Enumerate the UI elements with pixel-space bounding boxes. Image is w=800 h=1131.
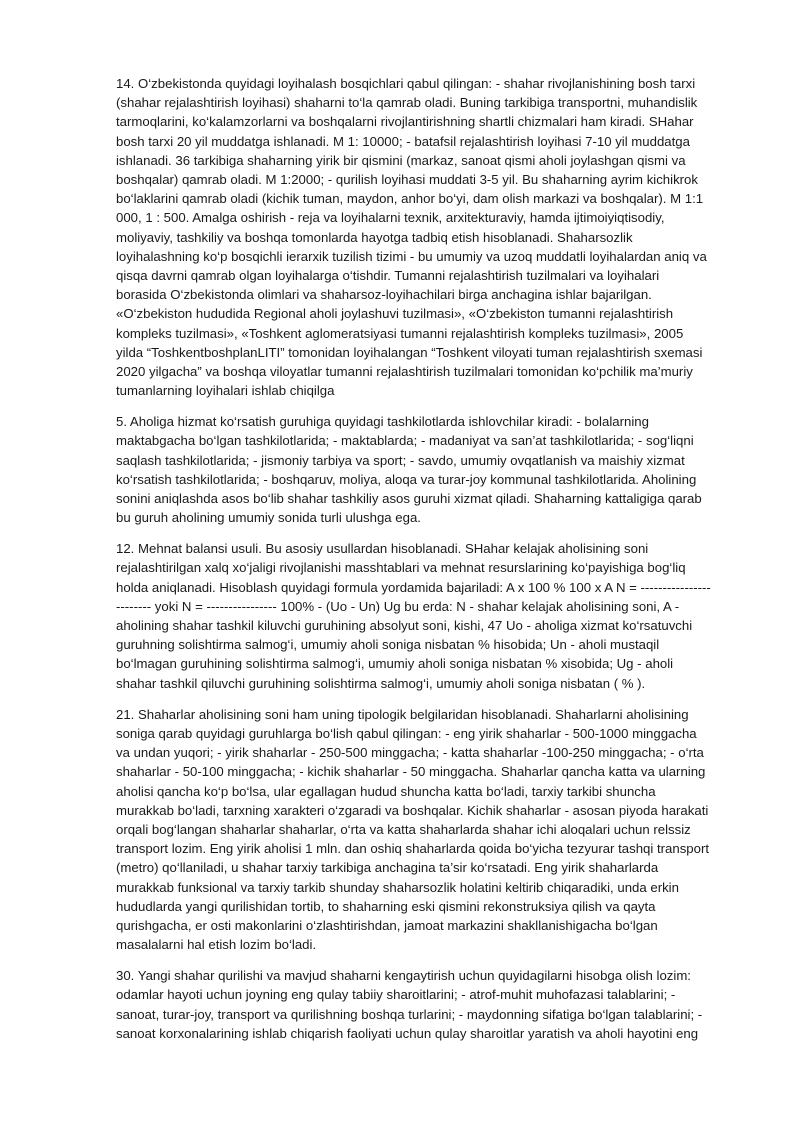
- document-page: [116, 74, 712, 1055]
- paragraph-city-population: 21. Shaharlar aholisining soni ham uning tipologik belgilaridan hisoblanadi. Shaharlarni aholisining soniga qarab quyidagi guruhlarga bo‘lish qabul qilingan: - eng yirik shaharlar - 500-1000 minggacha va undan yuqori; - yirik shaharlar - 250-500 minggacha; - katta shaharlar -100-250 minggacha; - o‘rta shaharlar - 50-100 minggacha; - kichik shaharlar - 50 minggacha. Shaharlar qancha katta va ularning aholisi qancha ko‘p bo‘lsa, ular egallagan hudud shuncha katta bo‘ladi, tarxiy tarkibi shuncha murakkab bo‘ladi, tarxning xarakteri o‘zgaradi va boshqalar. Kichik shaharlar - asosan piyoda harakati orqali bog‘langan shaharlar shaharlar, o‘rta va katta shaharlarda shahar ichi aloqalari uchun relssiz transport lozim. Eng yirik aholisi 1 mln. dan oshiq shaharlarda qoida bo‘yicha tezyurar tashqi transport (metro) qo‘llaniladi, u shahar tarxiy tarkibiga anchagina ta’sir ko‘rsatadi. Eng yirik shaharlarda murakkab funksional va tarxiy tarkib shunday shaharsozlik holatini keltirib chiqaradiki, unda erkin hududlarda yangi qurilishidan tortib, to shaharning eski qismini rekonstruksiya qilish va qayta qurishgacha, er osti makonlarini o‘zlashtirishdan, jamoat markazini shakllanishigacha bo‘lgan masalalarni hal etish lozim bo‘ladi.: [116, 706, 710, 953]
- paragraph-design-stages: 14. O‘zbekistonda quyidagi loyihalash bosqichlari qabul qilingan: - shahar rivojlanishining bosh tarxi (shahar rejalashtirish loyihasi) shaharni to‘la qamrab oladi. Buning tarkibiga transportni, muhandislik tarmoqlarini, ko‘kalamzorlarni va boshqalarni rivojlantirishning shartli chizmalari ham kiradi. SHahar bosh tarxi 20 yil muddatga ishlanadi. M 1: 10000; - batafsil rejalashtirish loyihasi 7-10 yil muddatga ishlanadi. 36 tarkibiga shaharning yirik bir qismini (markaz, sanoat qismi aholi joylashgan qismi va boshqalar) qamrab oladi. M 1:2000; - qurilish loyihasi muddati 3-5 yil. Bu shaharning ayrim kichikrok bo‘laklarini qamrab oladi (kichik tuman, maydon, anhor bo‘yi, dam olish markazi va boshqalar). M 1:1 000, 1 : 500. Amalga oshirish - reja va loyihalarni texnik, arxitekturaviy, hamda ijtimoiyiqtisodiy, moliyaviy, tashkiliy va boshqa tomonlarda hayotga tadbiq etish hisoblanadi. Shaharsozlik loyihalashning ko‘p bosqichli ierarxik tuzilish tizimi - bu umumiy va uzoq muddatli loyihalardan aniq va qisqa davrni qamrab olgan loyihalarga o‘tishdir. Tumanni rejalashtirish tuzilmalari va loyihalari borasida O‘zbekistonda olimlari va shaharsoz-loyihachilari birga anchagina ishlar bajarilgan. «O‘zbekiston hududida Regional aholi joylashuvi tuzilmasi», «O‘zbekiston tumanni rejalashtirish kompleks tuzilmasi», «Toshkent aglomeratsiyasi tumanni rejalashtirish kompleks tuzilmasi», 2005 yilda “ToshkentboshplanLITI” tomonidan loyihalangan “Toshkent viloyati tuman rejalashtirish sxemasi 2020 yilgacha” va boshqa viloyatlar tumanni rejalashtirish tuzilmalari tomonidan ko‘pchilik ma’muriy tumanlarning loyihalari ishlab chiqilga: [116, 76, 707, 399]
- paragraph-new-city-construction: 30. Yangi shahar qurilishi va mavjud shaharni kengaytirish uchun quyidagilarni hisobga olish lozim: odamlar hayoti uchun joyning eng qulay tabiiy sharoitlarini; - atrof-muhit muhofazasi talablarini; - sanoat, turar-joy, transport va qurilishning boshqa turlarini; - maydonning sifatiga bo‘lgan talablarini; - sanoat korxonalarining ishlab chiqarish faoliyati uchun qulay sharoitlar yaratish va aholi hayotini eng: [116, 968, 703, 1041]
- paragraph-service-group: 5. Aholiga hizmat ko‘rsatish guruhiga quyidagi tashkilotlarda ishlovchilar kiradi: - bolalarning maktabgacha bo‘lgan tashkilotlarida; - maktablarda; - madaniyat va san’at tashkilotlarida; - sog‘liqni saqlash tashkilotlarida; - jismoniy tarbiya va sport; - savdo, umumiy ovqatlanish va maishiy xizmat ko‘rsatish tashkilotlarida; - boshqaruv, moliya, aloqa va turar-joy kommunal tashkilotlarida. Aholining sonini aniqlashda asos bo‘lib shahar tashkiliy asos guruhi xizmat qiladi. Shaharning kattaligiga qarab bu guruh aholining umumiy sonida turli ulushga ega.: [116, 414, 702, 526]
- paragraph-labor-balance: 12. Mehnat balansi usuli. Bu asosiy usullardan hisoblanadi. SHahar kelajak aholisining soni rejalashtirilgan xalq xo‘jaligi rivojlanishi masshtablari va mehnat resurslarining ko‘payishiga bog‘liq holda aniqlanadi. Hisoblash quyidagi formula yordamida bajariladi: A x 100 % 100 x A N = ------------------------ yoki N = ---------------- 100% - (Uo - Un) Ug bu erda: N - shahar kelajak aholisining soni, A - aholining shahar tashkil kiluvchi guruhining absolyut soni, kishi, 47 Uo - aholiga xizmat ko‘rsatuvchi guruhning solishtirma salmog‘i, umumiy aholi soniga nisbatan % hisobida; Un - aholi mustaqil bo‘lmagan guruhining solishtirma salmog‘i, umumiy aholi soniga nisbatan % xisobida; Ug - aholi shahar tashkil qiluvchi guruhining solishtirma salmog‘i, umumiy aholi soniga nisbatan ( % ).: [116, 541, 711, 691]
